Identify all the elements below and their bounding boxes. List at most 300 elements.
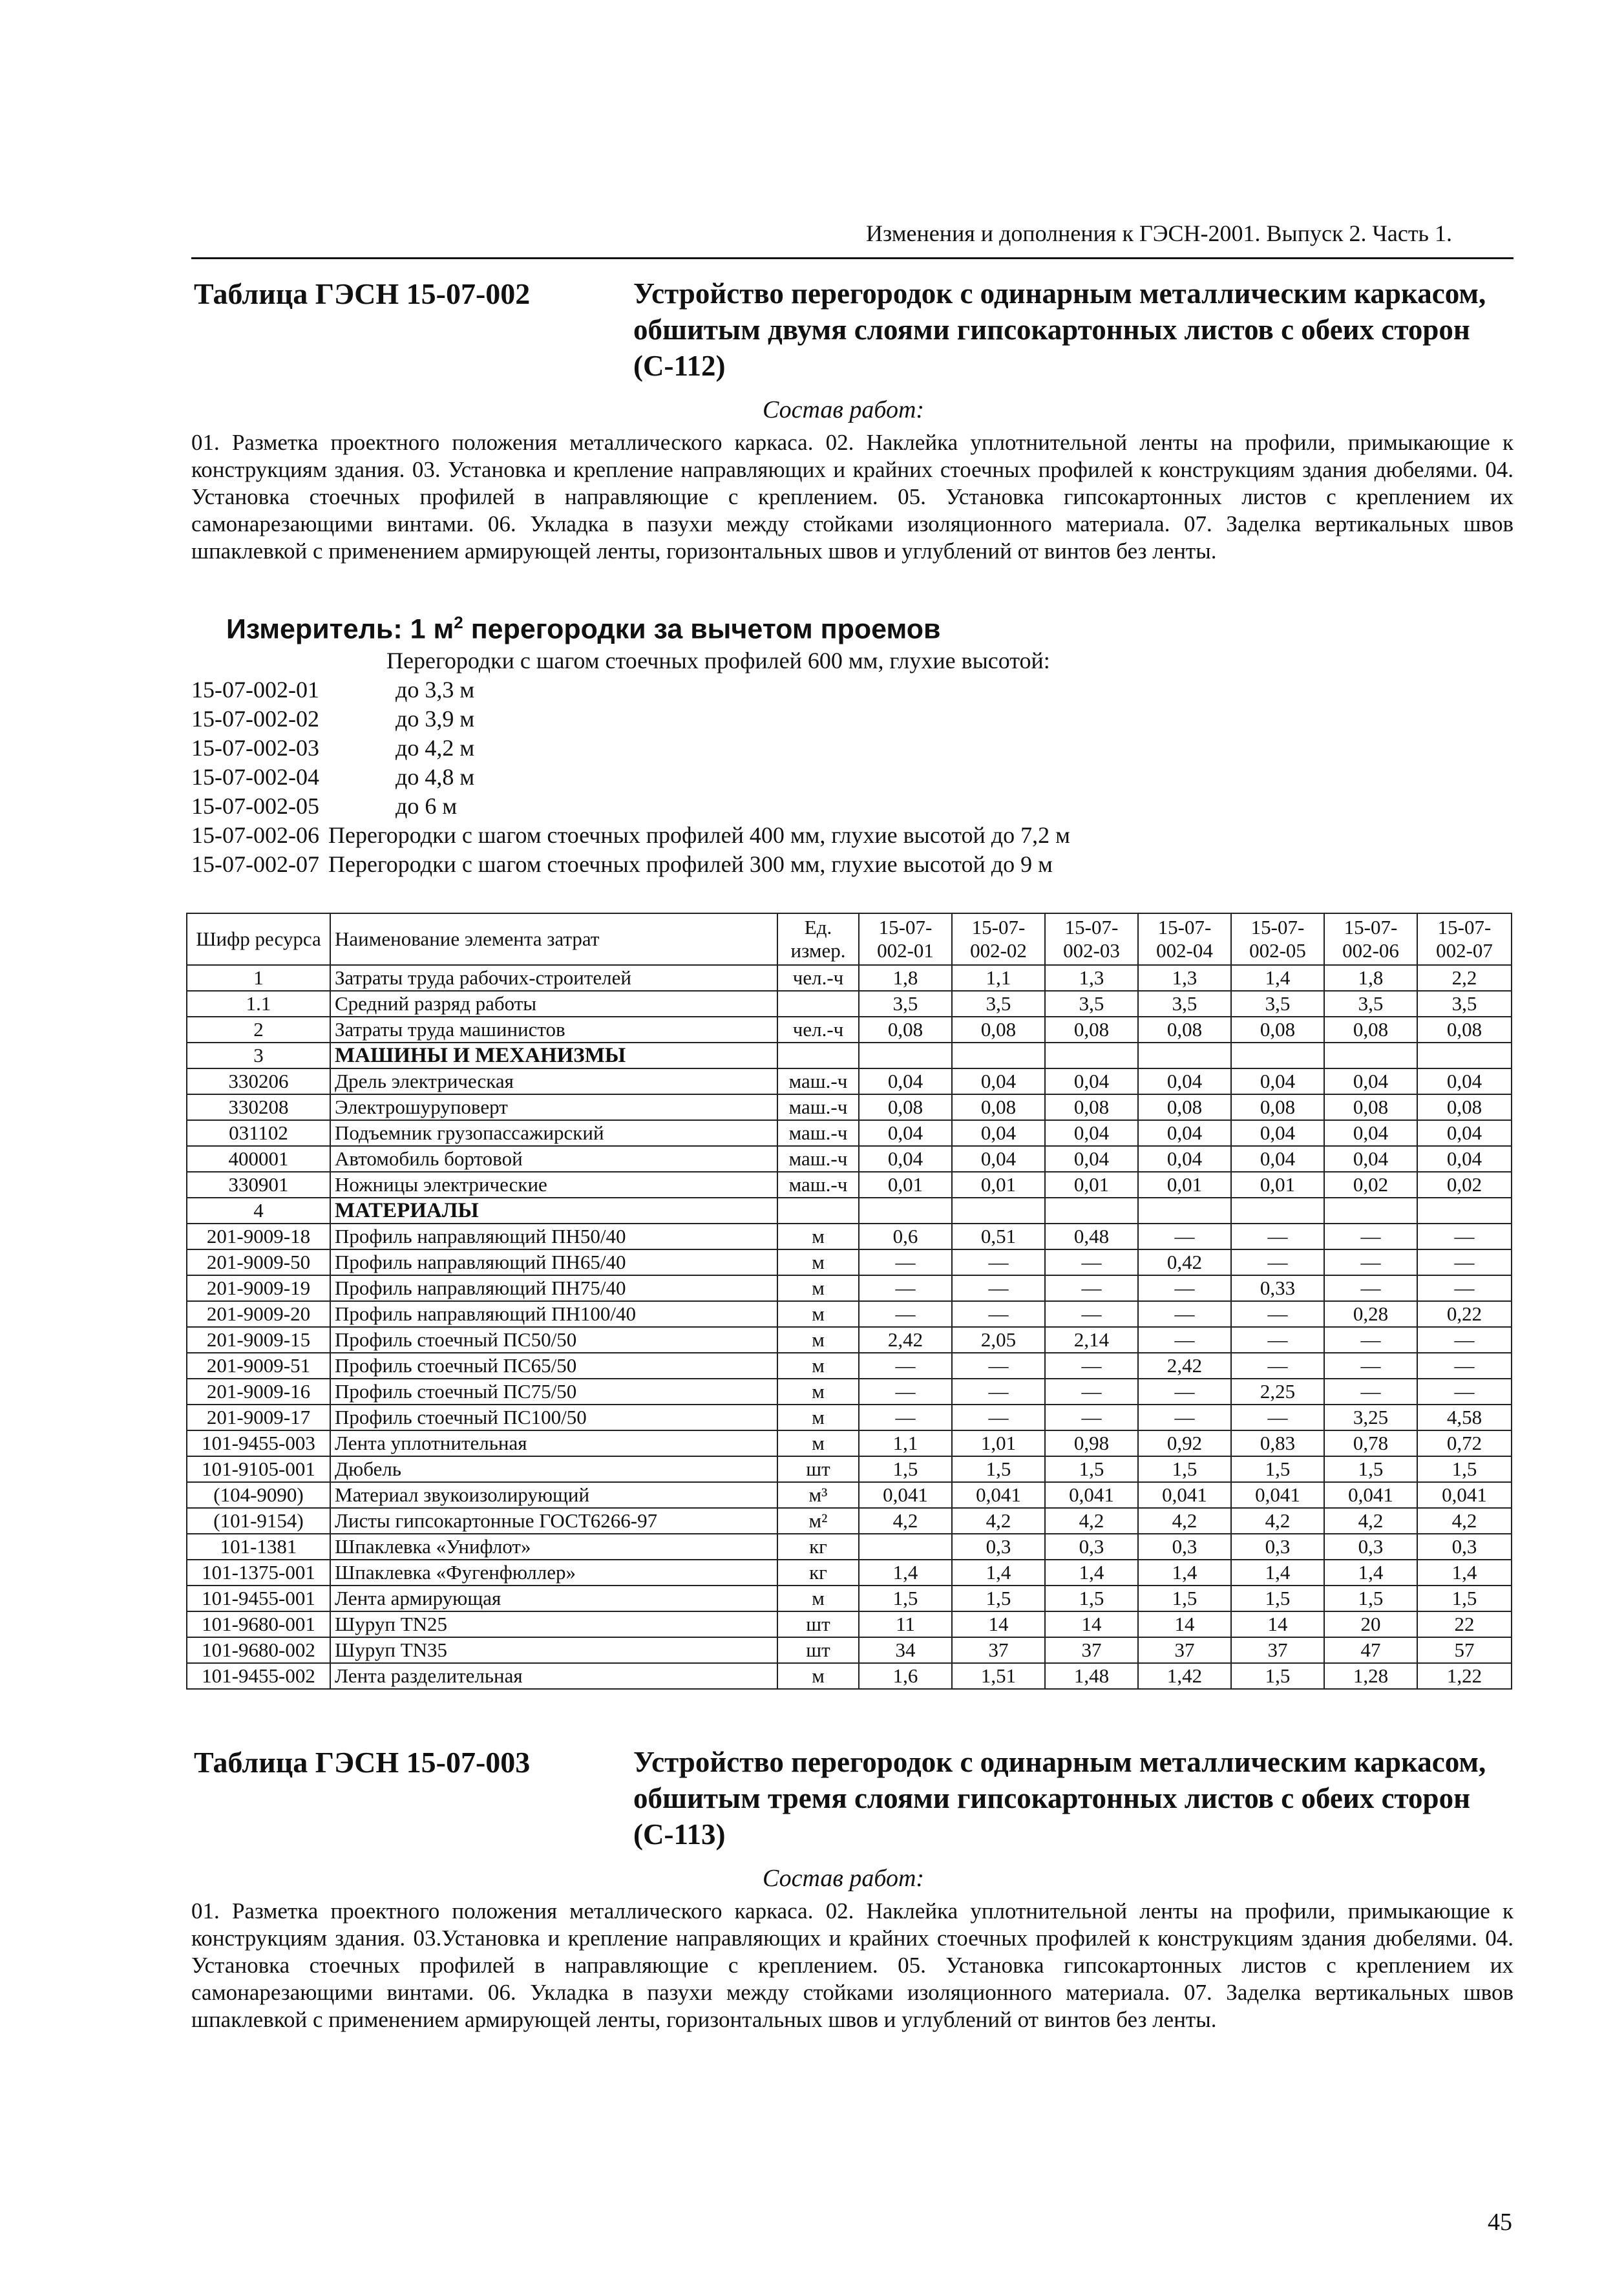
value-cell: 1,5 [1045, 1456, 1138, 1482]
value-cell: 1,28 [1324, 1663, 1417, 1689]
value-cell: 0,08 [1417, 1094, 1512, 1120]
resource-name-cell: Профиль стоечный ПС100/50 [330, 1405, 777, 1430]
value-cell: 1,48 [1045, 1663, 1138, 1689]
value-cell: — [952, 1379, 1045, 1405]
value-cell: 0,04 [1417, 1068, 1512, 1094]
value-cell: — [859, 1249, 952, 1275]
resource-code-cell: 101-9105-001 [187, 1456, 330, 1482]
value-cell: 1,5 [1045, 1586, 1138, 1611]
running-header: Изменения и дополнения к ГЭСН-2001. Выпуск 2. Часть 1. [866, 220, 1452, 246]
value-cell: 0,08 [859, 1094, 952, 1120]
value-cell: — [1045, 1275, 1138, 1301]
value-cell: 0,041 [1417, 1482, 1512, 1508]
value-cell: 0,04 [859, 1146, 952, 1172]
value-cell: — [1231, 1353, 1324, 1379]
variant-row [191, 821, 1513, 850]
resource-name-cell: Подъемник грузопассажирский [330, 1120, 777, 1146]
table2-sostav-text: 01. Разметка проектного положения металлического каркаса. 02. Наклейка уплотнительной ленты на профили, примыкающие к конструкциям здания. 03.Установка и крепление направляющих и крайних стоечных профилей к конструкциям здания дюбелями. 04. Установка стоечных профилей в направляющие с креплением. 05. Установка гипсокартонных листов с креплением их самонарезающими винтами. 06. Укладка в пазухи между стойками изоляционного материала. 07. Заделка вертикальных швов шпаклевкой с применением армирующей ленты, горизонтальных швов и углублений от винтов без ленты. [191, 1898, 1513, 2032]
table-row [187, 1198, 1512, 1224]
resource-name-cell: Дюбель [330, 1456, 777, 1482]
value-cell: 37 [1045, 1637, 1138, 1663]
unit-cell: м [777, 1405, 859, 1430]
resource-code-cell: 1.1 [187, 991, 330, 1017]
value-cell: 0,041 [1045, 1482, 1138, 1508]
unit-cell: м [777, 1379, 859, 1405]
resource-name-cell: Затраты труда рабочих-строителей [330, 965, 777, 991]
table-row [187, 1172, 1512, 1198]
value-cell: — [952, 1353, 1045, 1379]
value-cell: 3,5 [1045, 991, 1138, 1017]
unit-cell: шт [777, 1456, 859, 1482]
variant-text: до 4,8 м [395, 764, 475, 790]
value-cell: — [859, 1405, 952, 1430]
value-cell: 0,3 [1324, 1534, 1417, 1560]
variant-row [191, 792, 1513, 821]
unit-cell: маш.-ч [777, 1094, 859, 1120]
value-cell: 0,3 [1231, 1534, 1324, 1560]
table-row [187, 1637, 1512, 1663]
column-header: 15-07-002-01 [859, 913, 952, 965]
value-cell: 2,25 [1231, 1379, 1324, 1405]
value-cell: — [1417, 1275, 1512, 1301]
variant-list [191, 646, 1513, 879]
variant-text: Перегородки с шагом стоечных профилей 400 мм, глухие высотой до 7,2 м [328, 822, 1070, 848]
value-cell: — [859, 1353, 952, 1379]
value-cell: 1,3 [1138, 965, 1231, 991]
unit-cell [777, 991, 859, 1017]
value-cell: 0,08 [1138, 1094, 1231, 1120]
value-cell: 0,04 [1138, 1068, 1231, 1094]
table-row [187, 1508, 1512, 1534]
value-cell: 11 [859, 1611, 952, 1637]
value-cell: — [1324, 1353, 1417, 1379]
value-cell: 1,1 [952, 965, 1045, 991]
value-cell: 4,2 [952, 1508, 1045, 1534]
column-header: Ед. измер. [777, 913, 859, 965]
table-row [187, 991, 1512, 1017]
value-cell: 0,04 [1324, 1120, 1417, 1146]
variant-text: Перегородки с шагом стоечных профилей 300 мм, глухие высотой до 9 м [328, 851, 1053, 877]
value-cell: 0,041 [952, 1482, 1045, 1508]
variant-code: 15-07-002-07 [191, 851, 319, 877]
value-cell: — [1138, 1301, 1231, 1327]
value-cell: 0,04 [952, 1146, 1045, 1172]
value-cell: 34 [859, 1637, 952, 1663]
value-cell: 0,04 [1231, 1068, 1324, 1094]
table2-code: Таблица ГЭСН 15-07-003 [194, 1746, 531, 1779]
value-cell: 1,5 [952, 1586, 1045, 1611]
value-cell: 0,72 [1417, 1430, 1512, 1456]
value-cell: — [859, 1275, 952, 1301]
variants-intro: Перегородки с шагом стоечных профилей 600 мм, глухие высотой: [386, 648, 1050, 674]
value-cell: 0,01 [1138, 1172, 1231, 1198]
value-cell: 14 [1231, 1611, 1324, 1637]
value-cell: 37 [1138, 1637, 1231, 1663]
column-header: 15-07-002-06 [1324, 913, 1417, 965]
unit-cell: м [777, 1275, 859, 1301]
resource-code-cell: 201-9009-17 [187, 1405, 330, 1430]
resource-code-cell: 031102 [187, 1120, 330, 1146]
value-cell: 1,22 [1417, 1663, 1512, 1689]
unit-cell: м [777, 1224, 859, 1249]
variant-code: 15-07-002-05 [191, 793, 319, 819]
value-cell: 1,4 [1417, 1560, 1512, 1586]
value-cell: — [1324, 1327, 1417, 1353]
value-cell: — [1231, 1405, 1324, 1430]
value-cell: 37 [952, 1637, 1045, 1663]
value-cell: — [859, 1301, 952, 1327]
value-cell: 0,3 [1417, 1534, 1512, 1560]
value-cell: 1,4 [859, 1560, 952, 1586]
table-row [187, 1068, 1512, 1094]
value-cell: — [1045, 1353, 1138, 1379]
resource-name-cell: МАТЕРИАЛЫ [330, 1198, 777, 1224]
value-cell: 0,08 [1324, 1094, 1417, 1120]
value-cell: — [952, 1405, 1045, 1430]
value-cell: — [1138, 1327, 1231, 1353]
value-cell: 1,01 [952, 1430, 1045, 1456]
resource-name-cell: Профиль направляющий ПН50/40 [330, 1224, 777, 1249]
value-cell: 0,28 [1324, 1301, 1417, 1327]
value-cell [1231, 1198, 1324, 1224]
resource-code-cell: 400001 [187, 1146, 330, 1172]
table-row [187, 1094, 1512, 1120]
table-row [187, 1301, 1512, 1327]
value-cell: 1,5 [1231, 1456, 1324, 1482]
value-cell [952, 1043, 1045, 1068]
value-cell: 2,05 [952, 1327, 1045, 1353]
value-cell: — [1324, 1249, 1417, 1275]
value-cell: 0,02 [1417, 1172, 1512, 1198]
variant-code: 15-07-002-02 [191, 706, 319, 732]
resource-name-cell: МАШИНЫ И МЕХАНИЗМЫ [330, 1043, 777, 1068]
value-cell: 0,92 [1138, 1430, 1231, 1456]
resource-name-cell: Лента армирующая [330, 1586, 777, 1611]
resource-code-cell: 2 [187, 1017, 330, 1043]
resource-code-cell: 3 [187, 1043, 330, 1068]
value-cell: — [1417, 1353, 1512, 1379]
value-cell: — [1324, 1379, 1417, 1405]
value-cell: 57 [1417, 1637, 1512, 1663]
value-cell: 0,041 [1324, 1482, 1417, 1508]
variant-text: до 4,2 м [395, 735, 475, 761]
column-header: 15-07-002-07 [1417, 913, 1512, 965]
resource-code-cell: 330206 [187, 1068, 330, 1094]
value-cell: — [1138, 1405, 1231, 1430]
value-cell: 1,5 [1231, 1663, 1324, 1689]
value-cell: 4,2 [1138, 1508, 1231, 1534]
resource-name-cell: Профиль стоечный ПС75/50 [330, 1379, 777, 1405]
unit-cell: кг [777, 1560, 859, 1586]
column-header: 15-07-002-02 [952, 913, 1045, 965]
value-cell: 1,4 [1045, 1560, 1138, 1586]
value-cell: 1,5 [859, 1586, 952, 1611]
resource-name-cell: Электрошуруповерт [330, 1094, 777, 1120]
value-cell: — [1138, 1379, 1231, 1405]
value-cell: 0,04 [1417, 1120, 1512, 1146]
value-cell [1417, 1043, 1512, 1068]
resource-name-cell: Дрель электрическая [330, 1068, 777, 1094]
value-cell: 1,4 [1231, 1560, 1324, 1586]
value-cell: 1,4 [1138, 1560, 1231, 1586]
value-cell: 14 [1045, 1611, 1138, 1637]
value-cell: 0,041 [1138, 1482, 1231, 1508]
resource-code-cell: (104-9090) [187, 1482, 330, 1508]
variant-row [191, 763, 1513, 792]
unit-cell: м [777, 1586, 859, 1611]
resource-code-cell: 101-1375-001 [187, 1560, 330, 1586]
value-cell: 0,04 [952, 1068, 1045, 1094]
value-cell: 0,01 [1045, 1172, 1138, 1198]
value-cell: 2,2 [1417, 965, 1512, 991]
resource-name-cell: Автомобиль бортовой [330, 1146, 777, 1172]
resource-name-cell: Шуруп TN35 [330, 1637, 777, 1663]
resource-code-cell: 201-9009-20 [187, 1301, 330, 1327]
column-header: 15-07-002-03 [1045, 913, 1138, 965]
unit-cell: кг [777, 1534, 859, 1560]
value-cell: 0,98 [1045, 1430, 1138, 1456]
value-cell [1045, 1198, 1138, 1224]
table-row [187, 1353, 1512, 1379]
value-cell: — [1324, 1224, 1417, 1249]
value-cell: 3,5 [1324, 991, 1417, 1017]
unit-cell: м [777, 1301, 859, 1327]
resource-code-cell: 201-9009-51 [187, 1353, 330, 1379]
value-cell: — [1417, 1379, 1512, 1405]
variant-code: 15-07-002-01 [191, 677, 319, 703]
variant-row [191, 705, 1513, 734]
table-row [187, 1482, 1512, 1508]
value-cell: 4,2 [1324, 1508, 1417, 1534]
variant-code: 15-07-002-06 [191, 822, 319, 848]
resource-name-cell: Шуруп TN25 [330, 1611, 777, 1637]
unit-cell: маш.-ч [777, 1172, 859, 1198]
value-cell: 0,01 [859, 1172, 952, 1198]
value-cell: 1,5 [952, 1456, 1045, 1482]
value-cell: 0,04 [1045, 1146, 1138, 1172]
table-row [187, 1146, 1512, 1172]
value-cell: — [1417, 1249, 1512, 1275]
value-cell: 0,6 [859, 1224, 952, 1249]
value-cell: 1,5 [1138, 1456, 1231, 1482]
variant-row [191, 850, 1513, 879]
value-cell: — [1045, 1249, 1138, 1275]
value-cell: 0,01 [1231, 1172, 1324, 1198]
value-cell: 3,5 [1138, 991, 1231, 1017]
value-cell: — [952, 1249, 1045, 1275]
value-cell: — [952, 1275, 1045, 1301]
value-cell: 0,04 [952, 1120, 1045, 1146]
table-row [187, 1249, 1512, 1275]
value-cell: 0,04 [1231, 1120, 1324, 1146]
value-cell: 2,14 [1045, 1327, 1138, 1353]
value-cell: — [1231, 1224, 1324, 1249]
value-cell: 0,08 [1045, 1017, 1138, 1043]
variant-row [191, 734, 1513, 763]
resource-code-cell: (101-9154) [187, 1508, 330, 1534]
resource-code-cell: 201-9009-50 [187, 1249, 330, 1275]
resource-code-cell: 101-9680-002 [187, 1637, 330, 1663]
table-row [187, 1405, 1512, 1430]
value-cell: 2,42 [859, 1327, 952, 1353]
table-row [187, 1275, 1512, 1301]
value-cell: 1,6 [859, 1663, 952, 1689]
value-cell [859, 1043, 952, 1068]
resource-name-cell: Лента уплотнительная [330, 1430, 777, 1456]
value-cell: — [1045, 1379, 1138, 1405]
value-cell [1231, 1043, 1324, 1068]
value-cell [1138, 1198, 1231, 1224]
value-cell [1417, 1198, 1512, 1224]
value-cell: 0,04 [859, 1120, 952, 1146]
resource-name-cell: Материал звукоизолирующий [330, 1482, 777, 1508]
value-cell: 3,5 [859, 991, 952, 1017]
table-row [187, 1611, 1512, 1637]
value-cell: 0,04 [1324, 1146, 1417, 1172]
resource-table [186, 913, 1512, 1690]
value-cell: 0,3 [1138, 1534, 1231, 1560]
value-cell: 22 [1417, 1611, 1512, 1637]
value-cell: 1,4 [952, 1560, 1045, 1586]
resource-code-cell: 330901 [187, 1172, 330, 1198]
value-cell: 3,5 [1231, 991, 1324, 1017]
value-cell: 3,5 [1417, 991, 1512, 1017]
variant-text: до 3,3 м [395, 677, 475, 703]
value-cell: 0,78 [1324, 1430, 1417, 1456]
table-row [187, 1224, 1512, 1249]
value-cell: 2,42 [1138, 1353, 1231, 1379]
resource-name-cell: Листы гипсокартонные ГОСТ6266-97 [330, 1508, 777, 1534]
value-cell: 1,5 [1417, 1586, 1512, 1611]
value-cell: 1,1 [859, 1430, 952, 1456]
unit-cell: м [777, 1430, 859, 1456]
table-row [187, 1430, 1512, 1456]
unit-cell [777, 1198, 859, 1224]
resource-name-cell: Шпаклевка «Унифлот» [330, 1534, 777, 1560]
value-cell: 0,04 [1045, 1068, 1138, 1094]
value-cell: 0,08 [1417, 1017, 1512, 1043]
unit-cell: чел.-ч [777, 1017, 859, 1043]
value-cell: 1,5 [1231, 1586, 1324, 1611]
value-cell: 0,08 [859, 1017, 952, 1043]
value-cell [859, 1198, 952, 1224]
value-cell: 0,04 [859, 1068, 952, 1094]
unit-cell: шт [777, 1611, 859, 1637]
value-cell: 0,08 [1324, 1017, 1417, 1043]
value-cell [859, 1534, 952, 1560]
value-cell [1138, 1043, 1231, 1068]
value-cell: 3,5 [952, 991, 1045, 1017]
value-cell: 0,04 [1045, 1120, 1138, 1146]
value-cell: 1,5 [859, 1456, 952, 1482]
value-cell: — [1417, 1224, 1512, 1249]
value-cell: 0,041 [1231, 1482, 1324, 1508]
value-cell: 4,2 [1417, 1508, 1512, 1534]
value-cell: 1,4 [1324, 1560, 1417, 1586]
value-cell: 14 [1138, 1611, 1231, 1637]
value-cell: 0,33 [1231, 1275, 1324, 1301]
value-cell: — [952, 1301, 1045, 1327]
resource-name-cell: Шпаклевка «Фугенфюллер» [330, 1560, 777, 1586]
resource-code-cell: 201-9009-15 [187, 1327, 330, 1353]
value-cell: 0,04 [1417, 1146, 1512, 1172]
unit-cell: маш.-ч [777, 1120, 859, 1146]
value-cell: 0,48 [1045, 1224, 1138, 1249]
table1-title: Устройство перегородок с одинарным металлическим каркасом, обшитым двумя слоями гипсокартонных листов с обеих сторон (С-112) [633, 277, 1486, 382]
table1-code: Таблица ГЭСН 15-07-002 [194, 277, 531, 310]
value-cell: 0,08 [1045, 1094, 1138, 1120]
value-cell: — [1138, 1224, 1231, 1249]
table2-title: Устройство перегородок с одинарным металлическим каркасом, обшитым тремя слоями гипсокартонных листов с обеих сторон (С-113) [633, 1746, 1486, 1851]
resource-name-cell: Лента разделительная [330, 1663, 777, 1689]
variant-code: 15-07-002-03 [191, 735, 319, 761]
resource-name-cell: Профиль направляющий ПН100/40 [330, 1301, 777, 1327]
resource-code-cell: 101-9455-003 [187, 1430, 330, 1456]
value-cell: 37 [1231, 1637, 1324, 1663]
value-cell: 47 [1324, 1637, 1417, 1663]
table2-sostav-label: Состав работ: [763, 1865, 925, 1892]
resource-code-cell: 201-9009-19 [187, 1275, 330, 1301]
table-row [187, 1663, 1512, 1689]
value-cell: 1,5 [1138, 1586, 1231, 1611]
value-cell: 4,2 [859, 1508, 952, 1534]
variant-text: до 6 м [395, 793, 458, 819]
unit-cell: шт [777, 1637, 859, 1663]
resource-name-cell: Профиль направляющий ПН75/40 [330, 1275, 777, 1301]
table-row [187, 1560, 1512, 1586]
resource-name-cell: Затраты труда машинистов [330, 1017, 777, 1043]
value-cell: 0,22 [1417, 1301, 1512, 1327]
value-cell: 0,3 [952, 1534, 1045, 1560]
value-cell: 0,04 [1138, 1146, 1231, 1172]
resource-name-cell: Средний разряд работы [330, 991, 777, 1017]
unit-cell: маш.-ч [777, 1146, 859, 1172]
value-cell: 0,51 [952, 1224, 1045, 1249]
unit-cell: маш.-ч [777, 1068, 859, 1094]
value-cell: — [1417, 1327, 1512, 1353]
resource-code-cell: 1 [187, 965, 330, 991]
value-cell: 4,58 [1417, 1405, 1512, 1430]
value-cell: 3,25 [1324, 1405, 1417, 1430]
column-header: Наименование элемента затрат [330, 913, 777, 965]
value-cell: 1,5 [1324, 1456, 1417, 1482]
column-header: Шифр ресурса [187, 913, 330, 965]
resource-name-cell: Ножницы электрические [330, 1172, 777, 1198]
table-row [187, 1327, 1512, 1353]
variant-code: 15-07-002-04 [191, 764, 319, 790]
value-cell: — [1045, 1301, 1138, 1327]
value-cell [1324, 1043, 1417, 1068]
column-header: 15-07-002-05 [1231, 913, 1324, 965]
value-cell [1045, 1043, 1138, 1068]
value-cell: — [1231, 1249, 1324, 1275]
value-cell: 1,51 [952, 1663, 1045, 1689]
value-cell: 1,8 [859, 965, 952, 991]
resource-name-cell: Профиль направляющий ПН65/40 [330, 1249, 777, 1275]
resource-code-cell: 201-9009-16 [187, 1379, 330, 1405]
value-cell: 1,5 [1417, 1456, 1512, 1482]
unit-cell: м² [777, 1508, 859, 1534]
table-row [187, 1586, 1512, 1611]
value-cell: 20 [1324, 1611, 1417, 1637]
unit-cell: чел.-ч [777, 965, 859, 991]
value-cell: 0,04 [1231, 1146, 1324, 1172]
value-cell: 0,04 [1324, 1068, 1417, 1094]
header-rule [191, 257, 1513, 259]
value-cell: 0,04 [1138, 1120, 1231, 1146]
resource-code-cell: 330208 [187, 1094, 330, 1120]
value-cell: — [1138, 1275, 1231, 1301]
